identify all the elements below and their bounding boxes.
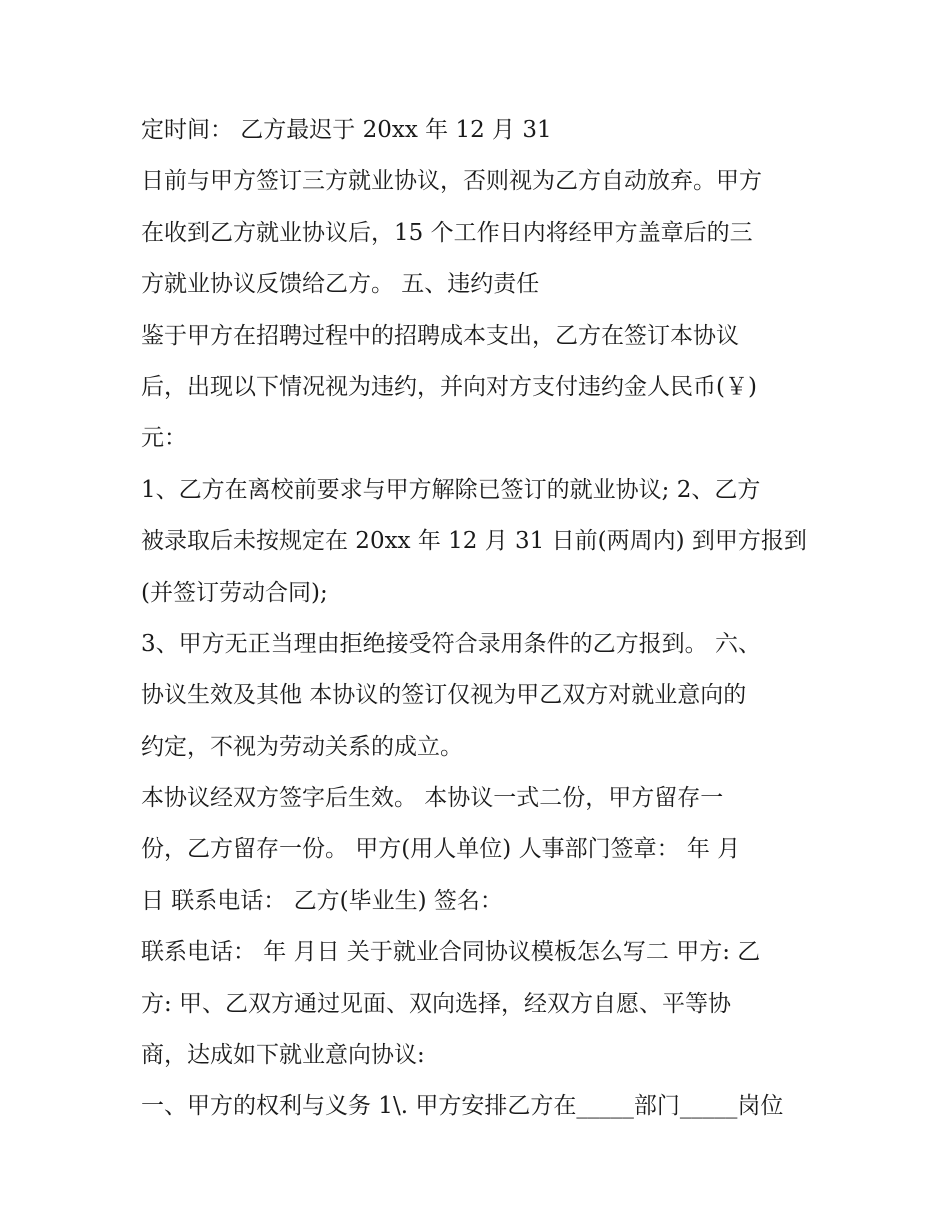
text-line: 联系电话： 年 月日 关于就业合同协议模板怎么写二 甲方: 乙 (141, 939, 761, 966)
text-line: (并签订劳动合同); (141, 579, 328, 606)
text-line: 后，出现以下情况视为违约，并向对方支付违约金人民币(￥) (141, 373, 757, 400)
text-line: 协议生效及其他 本协议的签订仅视为甲乙双方对就业意向的 (141, 682, 747, 709)
text-line: 本协议经双方签字后生效。 本协议一式二份，甲方留存一 (141, 785, 724, 812)
text-line: 约定，不视为劳动关系的成立。 (141, 733, 463, 760)
text-line: 在收到乙方就业协议后，15 个工作日内将经甲方盖章后的三 (141, 219, 753, 246)
text-line: 鉴于甲方在招聘过程中的招聘成本支出，乙方在签订本协议 (141, 322, 739, 349)
text-line: 日前与甲方签订三方就业协议，否则视为乙方自动放弃。甲方 (141, 168, 762, 195)
document-body (141, 112, 831, 1140)
text-line: 被录取后未按规定在 20xx 年 12 月 31 日前(两周内) 到甲方报到 (141, 528, 807, 555)
text-line: 一、甲方的权利与义务 1\. 甲方安排乙方在_____部门_____岗位 (141, 1093, 784, 1120)
text-line: 方就业协议反馈给乙方。 五、违约责任 (141, 271, 540, 298)
text-line: 份，乙方留存一份。 甲方(用人单位) 人事部门签章： 年 月 (141, 836, 741, 863)
text-line: 1、乙方在离校前要求与甲方解除已签订的就业协议; 2、乙方 (141, 476, 761, 503)
text-line: 3、甲方无正当理由拒绝接受符合录用条件的乙方报到。 六、 (141, 630, 761, 657)
text-line: 定时间： 乙方最迟于 20xx 年 12 月 31 (141, 117, 552, 143)
text-line: 方: 甲、乙双方通过见面、双向选择，经双方自愿、平等协 (141, 990, 732, 1017)
text-line: 日 联系电话： 乙方(毕业生) 签名： (141, 887, 503, 914)
text-line: 商，达成如下就业意向协议: (141, 1042, 425, 1069)
text-line: 元： (141, 425, 187, 452)
